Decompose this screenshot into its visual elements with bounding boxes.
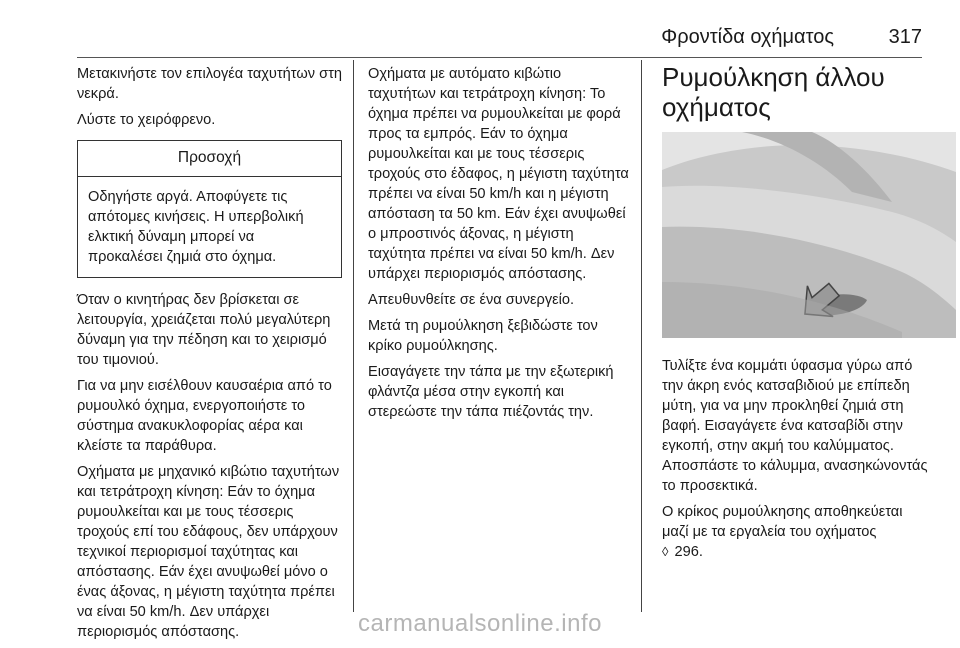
car-rear-tow-cover-illustration	[662, 132, 956, 338]
section-title: Ρυμούλκηση άλλου οχήματος	[662, 62, 885, 122]
paragraph: Απευθυνθείτε σε ένα συνεργείο.	[368, 292, 575, 308]
paragraph: Μετακινήστε τον επιλογέα ταχυτήτων στη νεκρά.	[77, 66, 342, 102]
column-2	[368, 64, 632, 428]
paragraph: Εισαγάγετε την τάπα με την εξωτερική φλάντζα μέσα στην εγκοπή και στερεώστε την τάπα πιέζοντάς την.	[368, 364, 614, 420]
caution-box	[77, 140, 342, 278]
column-3	[662, 62, 930, 568]
paragraph: Μετά τη ρυμούλκηση ξεβιδώστε τον κρίκο ρυμούλκησης.	[368, 318, 598, 354]
arrow-right-icon: ◊	[662, 544, 669, 559]
paragraph-text: Ο κρίκος ρυμούλκησης αποθηκεύεται μαζί με τα εργαλεία του οχήματος	[662, 504, 903, 540]
paragraph: Για να μην εισέλθουν καυσαέρια από το ρυμουλκό όχημα, ενεργοποιήστε το σύστημα ανακυκλοφορίας αέρα και κλείστε τα παράθυρα.	[77, 378, 332, 454]
caution-body: Οδηγήστε αργά. Αποφύγετε τις απότομες κινήσεις. Η υπερβολική ελκτική δύναμη μπορεί να προκαλέσει ζημιά στο όχημα.	[88, 189, 304, 265]
header-rule	[77, 57, 922, 58]
caution-heading: Προσοχή	[78, 141, 341, 177]
page-number: 317	[888, 26, 922, 48]
column-divider-2	[641, 60, 642, 612]
paragraph: Λύστε το χειρόφρενο.	[77, 112, 216, 128]
column-divider-1	[353, 60, 354, 612]
page-reference[interactable]: 296.	[674, 544, 703, 560]
watermark: carmanualsonline.info	[358, 610, 602, 637]
paragraph: Όταν ο κινητήρας δεν βρίσκεται σε λειτουργία, χρειάζεται πολύ μεγαλύτερη δύναμη για την πέδηση και το χειρισμό του τιμονιού.	[77, 292, 331, 368]
page-header	[0, 0, 960, 58]
paragraph: Οχήματα με μηχανικό κιβώτιο ταχυτήτων και τετράτροχη κίνηση: Εάν το όχημα ρυμουλκείται και με τους τέσσερις τροχούς επί του εδάφους, δεν υπάρχουν τεχνικοί περιορισμοί ταχύτητας και απόστασης. Εάν έχει ανυψωθεί μόνο ο ένας άξονας, η μέγιστη ταχύτητα πρέπει να είναι 50 km/h. Δεν υπάρχει περιορισμός απόστασης.	[77, 464, 340, 640]
paragraph: Οχήματα με αυτόματο κιβώτιο ταχυτήτων και τετράτροχη κίνηση: Το όχημα πρέπει να ρυμουλκείται με φορά προς τα εμπρός. Εάν το όχημα ρυμουλκείται και με τους τέσσερις τροχούς στο έδαφος, η μέγιστη ταχύτητα πρέπει να είναι 50 km/h και η μέγιστη απόσταση τα 50 km. Εάν έχει ανυψωθεί ο μπροστινός άξονας, η μέγιστη ταχύτητα πρέπει να είναι 50 km/h. Δεν υπάρχει περιορισμός απόστασης.	[368, 66, 629, 282]
paragraph	[662, 502, 930, 562]
paragraph: Τυλίξτε ένα κομμάτι ύφασμα γύρω από την άκρη ενός κατσαβιδιού με επίπεδη μύτη, για να μην προκληθεί ζημιά στη βαφή. Εισαγάγετε ένα κατσαβίδι στην εγκοπή, στην ακμή του καλύμματος. Αποσπάστε το κάλυμμα, ανασηκώνοντάς το προσεκτικά.	[662, 358, 928, 494]
header-title: Φροντίδα οχήματος	[661, 26, 834, 48]
column-1	[77, 64, 342, 648]
